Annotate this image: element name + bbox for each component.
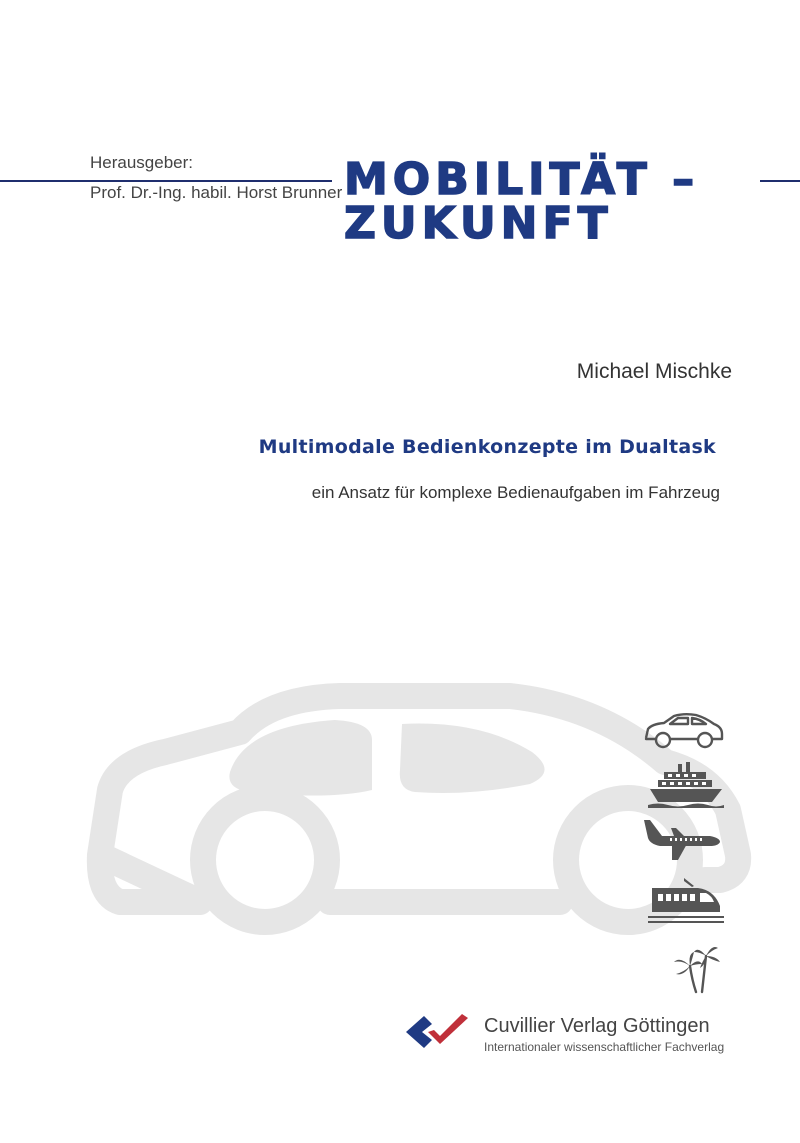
publisher-logo-icon: [402, 1012, 472, 1052]
editor-label: Herausgeber:: [90, 153, 194, 172]
publisher-name: Cuvillier Verlag Göttingen: [484, 1015, 710, 1037]
series-title-line-1: MOBILITÄT –: [344, 154, 700, 205]
car-icon: [642, 712, 726, 752]
editor-name: Prof. Dr.-Ing. habil. Horst Brunner: [90, 183, 343, 202]
airplane-icon: [640, 818, 722, 862]
series-title-line-2: ZUKUNFT: [344, 198, 613, 249]
publisher-tagline: Internationaler wissenschaftlicher Fachverlag: [484, 1040, 725, 1054]
header-rule-left: [0, 180, 332, 182]
book-title: Multimodale Bedienkonzepte im Dualtask: [258, 436, 716, 458]
ship-icon: [648, 762, 724, 808]
train-icon: [648, 878, 724, 924]
author-name: Michael Mischke: [576, 360, 732, 383]
header-rule-right: [760, 180, 800, 182]
palm-trees-icon: [672, 942, 722, 994]
book-subtitle: ein Ansatz für komplexe Bedienaufgaben im Fahrzeug: [311, 483, 720, 502]
